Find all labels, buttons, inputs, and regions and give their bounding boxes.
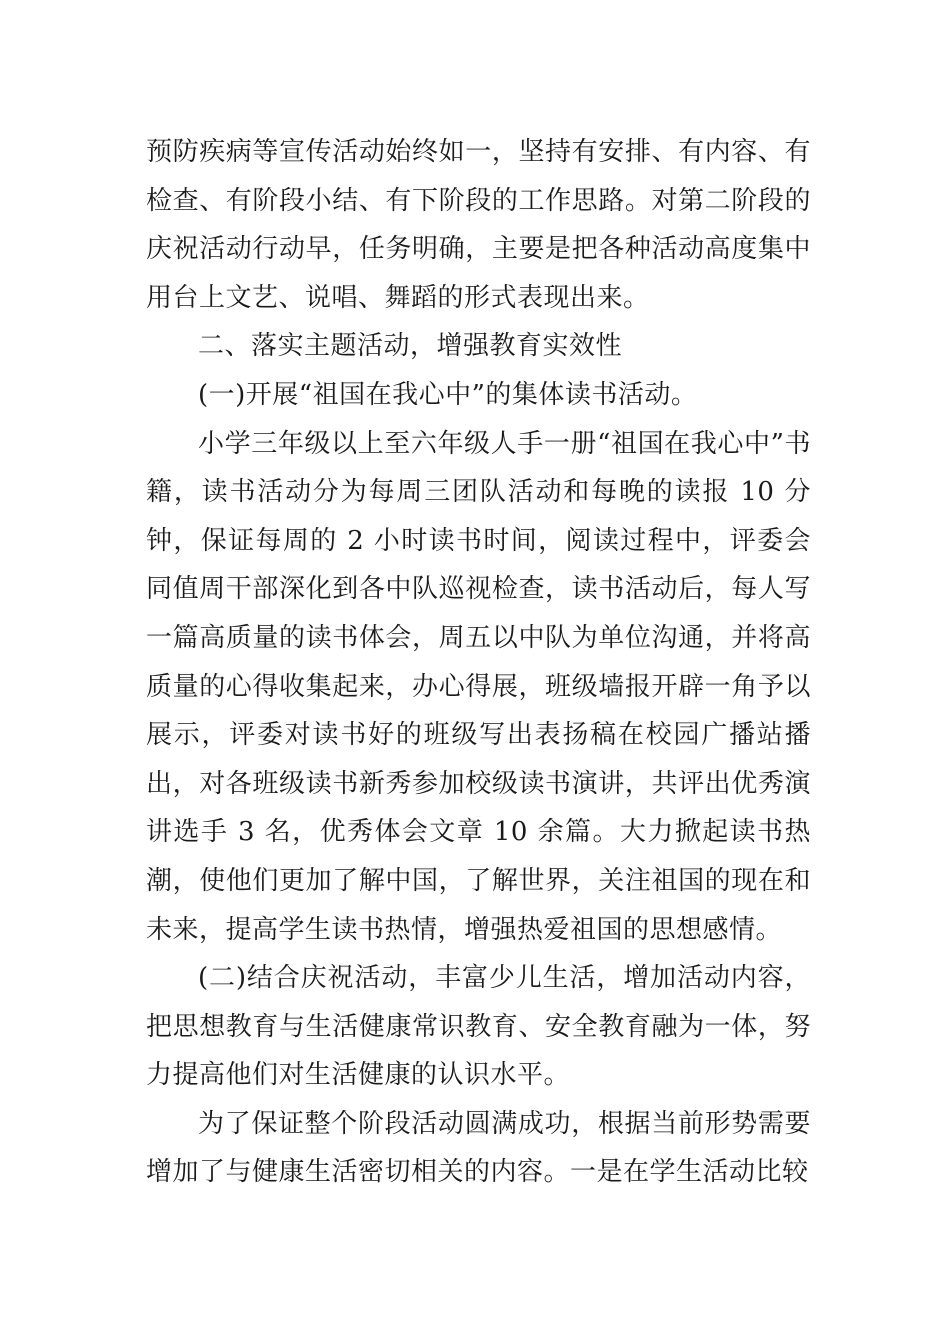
document-body [146, 128, 811, 1197]
section-heading-themed-activities: 二、落实主题活动，增强教育实效性 [198, 331, 623, 362]
subsection-heading-reading-activity: (一)开展“祖国在我心中”的集体读书活动。 [198, 379, 698, 410]
paragraph-health-content: 为了保证整个阶段活动圆满成功，根据当前形势需要增加了与健康生活密切相关的内容。一是在学生活动比较 [146, 1108, 811, 1188]
subsection-heading-celebration-activity: (二)结合庆祝活动，丰富少儿生活，增加活动内容，把思想教育与生活健康常识教育、安全教育融为一体，努力提高他们对生活健康的认识水平。 [146, 963, 811, 1091]
paragraph-reading-activity: 小学三年级以上至六年级人手一册“祖国在我心中”书籍，读书活动分为每周三团队活动和每晚的读报 10 分钟，保证每周的 2 小时读书时间，阅读过程中，评委会同值周干部深化到各中队巡视检查，读书活动后，每人写一篇高质量的读书体会，周五以中队为单位沟通，并将高质量的心得收集起来，办心得展，班级墙报开辟一角予以展示，评委对读书好的班级写出表扬稿在校园广播站播出，对各班级读书新秀参加校级读书演讲，共评出优秀演讲选手 3 名，优秀体会文章 10 余篇。大力掀起读书热潮，使他们更加了解中国，了解世界，关注祖国的现在和未来，提高学生读书热情，增强热爱祖国的思想感情。 [146, 428, 811, 945]
paragraph-disease-prevention: 预防疾病等宣传活动始终如一，坚持有安排、有内容、有检查、有阶段小结、有下阶段的工作思路。对第二阶段的庆祝活动行动早，任务明确，主要是把各种活动高度集中用台上文艺、说唱、舞蹈的形式表现出来。 [146, 137, 811, 313]
